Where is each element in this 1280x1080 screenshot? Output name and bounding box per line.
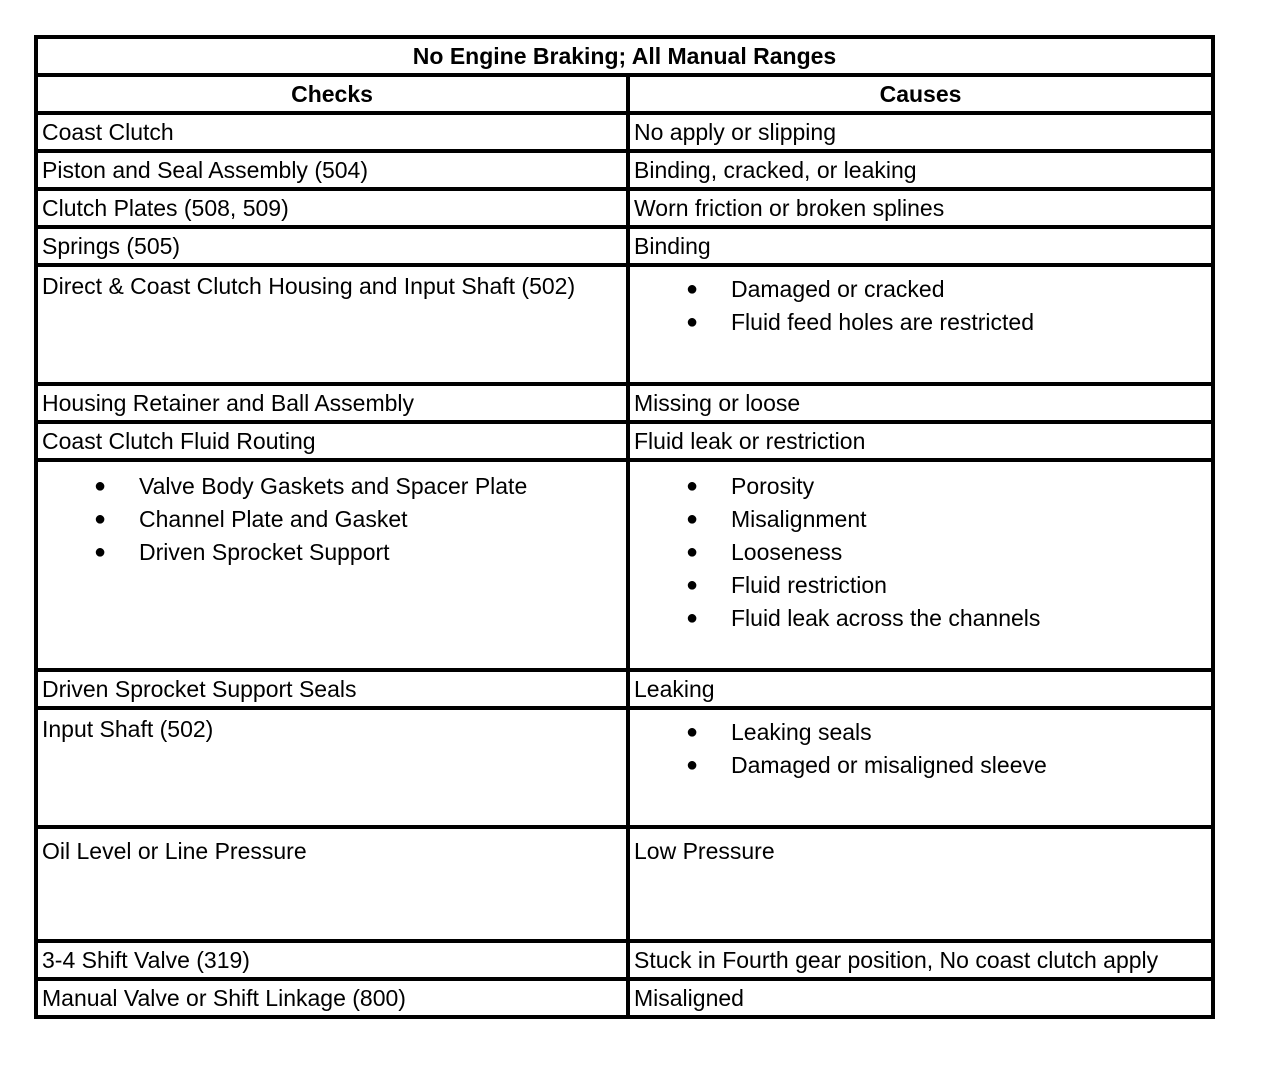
list-item: ● Driven Sprocket Support <box>42 536 622 569</box>
cause-cell: Worn friction or broken splines <box>628 189 1213 227</box>
table-row <box>36 827 1213 941</box>
checks-header: Checks <box>36 75 628 113</box>
cause-list <box>634 462 1207 635</box>
list-item: ● Valve Body Gaskets and Spacer Plate <box>42 470 622 503</box>
bullet-icon: ● <box>93 508 107 530</box>
bullet-icon: ● <box>685 607 699 629</box>
bullet-icon: ● <box>685 541 699 563</box>
check-cell: Input Shaft (502) <box>36 708 628 827</box>
list-item: ● Fluid leak across the channels <box>634 602 1207 635</box>
cause-cell: Misaligned <box>628 979 1213 1017</box>
diagnosis-table <box>34 35 1215 1019</box>
check-cell <box>36 460 628 670</box>
cause-cell: Stuck in Fourth gear position, No coast clutch apply <box>628 941 1213 979</box>
bullet-icon: ● <box>685 754 699 776</box>
check-cell: Direct & Coast Clutch Housing and Input Shaft (502) <box>36 265 628 384</box>
check-cell: Springs (505) <box>36 227 628 265</box>
list-item: ● Porosity <box>634 470 1207 503</box>
check-cell: 3-4 Shift Valve (319) <box>36 941 628 979</box>
bullet-icon: ● <box>685 311 699 333</box>
table-row <box>36 422 1213 460</box>
table-row <box>36 708 1213 827</box>
table-row <box>36 113 1213 151</box>
check-cell: Driven Sprocket Support Seals <box>36 670 628 708</box>
list-item: ● Channel Plate and Gasket <box>42 503 622 536</box>
table-row <box>36 384 1213 422</box>
cause-cell: Binding, cracked, or leaking <box>628 151 1213 189</box>
cause-list <box>634 716 1207 782</box>
bullet-icon: ● <box>685 278 699 300</box>
bullet-icon: ● <box>685 721 699 743</box>
check-cell: Coast Clutch <box>36 113 628 151</box>
table-row <box>36 941 1213 979</box>
table-row <box>36 979 1213 1017</box>
cause-cell: No apply or slipping <box>628 113 1213 151</box>
cause-cell <box>628 265 1213 384</box>
table-row <box>36 670 1213 708</box>
bullet-icon: ● <box>685 475 699 497</box>
list-item: ● Misalignment <box>634 503 1207 536</box>
list-item: ● Fluid feed holes are restricted <box>634 306 1207 339</box>
table-row <box>36 227 1213 265</box>
cause-cell: Low Pressure <box>628 827 1213 941</box>
check-cell: Oil Level or Line Pressure <box>36 827 628 941</box>
list-item: ● Leaking seals <box>634 716 1207 749</box>
bullet-icon: ● <box>93 475 107 497</box>
cause-cell <box>628 460 1213 670</box>
cause-cell <box>628 708 1213 827</box>
list-item: ● Looseness <box>634 536 1207 569</box>
cause-cell: Leaking <box>628 670 1213 708</box>
table-row <box>36 265 1213 384</box>
list-item: ● Damaged or misaligned sleeve <box>634 749 1207 782</box>
check-cell: Manual Valve or Shift Linkage (800) <box>36 979 628 1017</box>
check-list <box>42 462 622 569</box>
bullet-icon: ● <box>685 574 699 596</box>
bullet-icon: ● <box>685 508 699 530</box>
check-cell: Clutch Plates (508, 509) <box>36 189 628 227</box>
table-row <box>36 151 1213 189</box>
cause-cell: Fluid leak or restriction <box>628 422 1213 460</box>
table-title: No Engine Braking; All Manual Ranges <box>36 37 1213 75</box>
bullet-icon: ● <box>93 541 107 563</box>
check-cell: Coast Clutch Fluid Routing <box>36 422 628 460</box>
cause-cell: Binding <box>628 227 1213 265</box>
table-row <box>36 189 1213 227</box>
cause-cell: Missing or loose <box>628 384 1213 422</box>
list-item: ● Fluid restriction <box>634 569 1207 602</box>
cause-list <box>634 273 1207 339</box>
causes-header: Causes <box>628 75 1213 113</box>
list-item: ● Damaged or cracked <box>634 273 1207 306</box>
table-row <box>36 460 1213 670</box>
check-cell: Piston and Seal Assembly (504) <box>36 151 628 189</box>
check-cell: Housing Retainer and Ball Assembly <box>36 384 628 422</box>
